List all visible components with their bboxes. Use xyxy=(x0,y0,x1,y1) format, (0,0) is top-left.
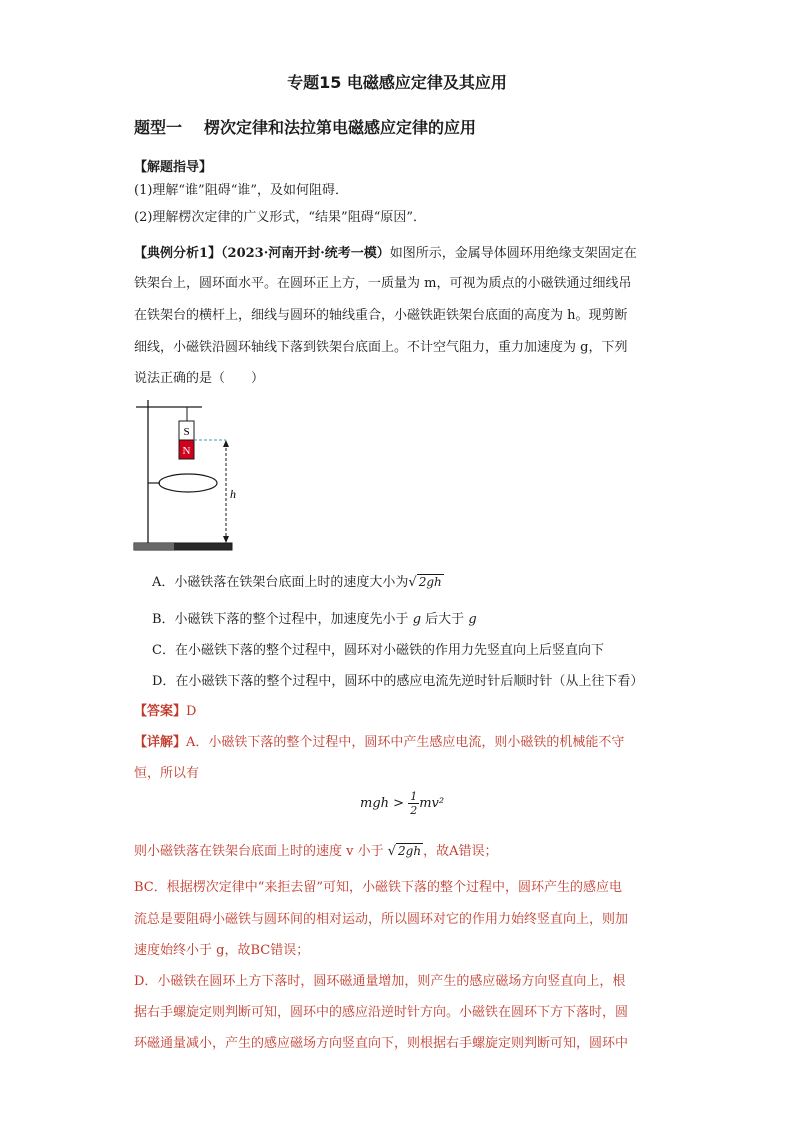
detail-d-2: 据右手螺旋定则判断可知，圆环中的感应沿逆时针方向。小磁铁在圆环下方下落时，圆 xyxy=(134,1005,629,1020)
detail-bc-2: 流总是要阻碍小磁铁与圆环间的相对运动，所以圆环对它的作用力始终竖直向上，则加 xyxy=(134,912,629,927)
detail-line-2: 恒，所以有 xyxy=(134,766,200,781)
detail-line-3-post: ，故A错误； xyxy=(423,844,498,859)
height-label: h xyxy=(230,487,236,501)
magnet-south-label: S xyxy=(183,426,190,438)
detail-line-3 xyxy=(134,842,497,862)
page-title: 专题15 电磁感应定律及其应用 xyxy=(287,73,507,92)
arrow-head-down xyxy=(223,536,229,543)
detail-line-3-sqrt: 2gh xyxy=(398,844,422,858)
answer-label: 【答案】 xyxy=(134,704,187,719)
example-source: （2023·河南开封·统考一模） xyxy=(221,246,390,261)
detail-d-1: D．小磁铁在圆环上方下落时，圆环磁通量增加，则产生的感应磁场方向竖直向上，根 xyxy=(134,974,626,989)
formula-left: mgh > xyxy=(360,796,405,811)
option-a xyxy=(152,571,444,590)
answer-line xyxy=(134,702,196,722)
example-first-line xyxy=(134,244,637,264)
base-highlight xyxy=(134,543,174,550)
example-line-4: 细线，小磁铁沿圆环轴线下落到铁架台底面上。不计空气阻力，重力加速度为 g，下列 xyxy=(134,340,628,355)
detail-label: 【详解】 xyxy=(134,735,187,750)
guide-item-2: (2)理解楞次定律的广义形式，“结果”阻碍“原因”． xyxy=(134,210,426,225)
option-a-sqrt: 2gh xyxy=(418,575,442,589)
option-d: D．在小磁铁下落的整个过程中，圆环中的感应电流先逆时针后顺时针（从上往下看） xyxy=(152,674,644,689)
example-line-2: 铁架台上，圆环面水平。在圆环正上方，一质量为 m，可视为质点的小磁铁通过细线吊 xyxy=(134,276,632,291)
option-b xyxy=(152,608,477,627)
detail-bc-3: 速度始终小于 g，故BC错误； xyxy=(134,943,310,958)
option-a-text: A．小磁铁落在铁架台底面上时的速度大小为 xyxy=(152,575,409,590)
option-b-text-2: 后大于 xyxy=(425,612,465,627)
option-c: C．在小磁铁下落的整个过程中，圆环对小磁铁的作用力先竖直向上后竖直向下 xyxy=(152,643,604,658)
option-b-g2: g xyxy=(468,612,477,627)
example-line-5: 说法正确的是（ ） xyxy=(134,371,265,386)
example-line-1: 如图所示，金属导体圆环用绝缘支架固定在 xyxy=(389,246,637,261)
example-label: 【典例分析1】 xyxy=(134,246,222,261)
formula-fraction xyxy=(408,790,419,817)
apparatus-figure xyxy=(130,395,240,555)
detail-bc-1: BC．根据楞次定律中“来拒去留”可知，小磁铁下落的整个过程中，圆环产生的感应电 xyxy=(134,880,623,895)
example-line-3: 在铁架台的横杆上，细线与圆环的轴线重合，小磁铁距铁架台底面的高度为 h。现剪断 xyxy=(134,308,628,323)
fraction-denominator: 2 xyxy=(410,804,418,817)
arrow-head-up xyxy=(223,440,229,447)
guide-item-1: (1)理解“谁”阻碍“谁”，及如何阻碍． xyxy=(134,183,348,198)
section-heading xyxy=(134,115,476,138)
detail-line-3-pre: 则小磁铁落在铁架台底面上时的速度 v 小于 xyxy=(134,844,384,859)
detail-line-1 xyxy=(134,733,624,753)
detail-d-3: 环磁通量减小，产生的感应磁场方向竖直向下，则根据右手螺旋定则判断可知，圆环中 xyxy=(134,1036,629,1051)
detail-text-1: A．小磁铁下落的整个过程中，圆环中产生感应电流，则小磁铁的机械能不守 xyxy=(186,735,625,750)
formula xyxy=(360,790,444,817)
option-b-g1: g xyxy=(412,612,422,627)
section-label: 题型一 xyxy=(134,118,183,137)
answer-value: D xyxy=(186,704,197,719)
option-b-text: B．小磁铁下落的整个过程中，加速度先小于 xyxy=(152,612,409,627)
formula-right: mv² xyxy=(419,796,445,811)
sqrt-icon: √ xyxy=(408,575,417,590)
fraction-numerator: 1 xyxy=(410,790,418,803)
section-text: 楞次定律和法拉第电磁感应定律的应用 xyxy=(204,118,477,137)
magnet-north-label: N xyxy=(182,445,191,457)
metal-ring xyxy=(159,474,217,492)
guide-heading: 【解题指导】 xyxy=(134,160,213,175)
sqrt-icon: √ xyxy=(387,844,397,859)
